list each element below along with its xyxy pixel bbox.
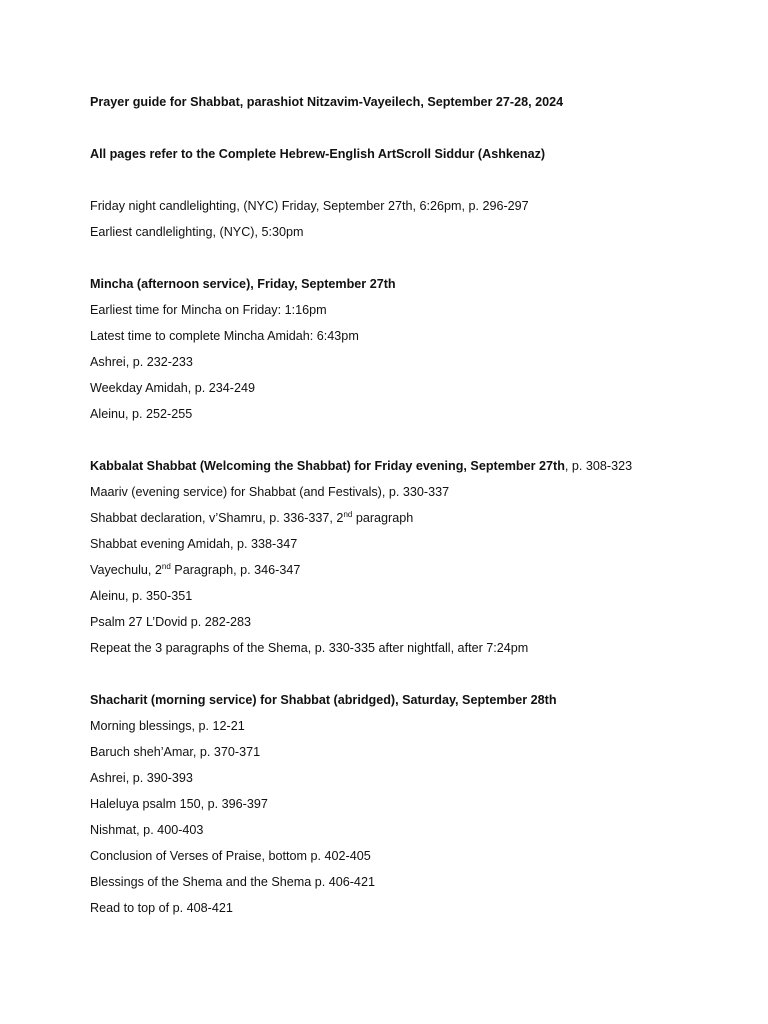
shacharit-heading: Shacharit (morning service) for Shabbat (abridged), Saturday, September 28th	[90, 693, 557, 707]
kabbalat-heading-pages: , p. 308-323	[564, 459, 633, 473]
declaration-text-end: paragraph	[352, 511, 414, 525]
shema-repeat-line: Repeat the 3 paragraphs of the Shema, p. 330-335 after nightfall, after 7:24pm	[90, 641, 529, 655]
shacharit-item: Haleluya psalm 150, p. 396-397	[90, 797, 268, 811]
mincha-heading: Mincha (afternoon service), Friday, September 27th	[90, 277, 396, 291]
shacharit-item: Ashrei, p. 390-393	[90, 771, 193, 785]
shacharit-item: Baruch sheh’Amar, p. 370-371	[90, 745, 261, 759]
kabbalat-heading	[90, 458, 632, 474]
document-title: Prayer guide for Shabbat, parashiot Nitzavim-Vayeilech, September 27-28, 2024	[90, 95, 564, 109]
vayechulu-line	[90, 562, 300, 578]
mincha-item: Latest time to complete Mincha Amidah: 6:43pm	[90, 329, 359, 343]
shacharit-item: Blessings of the Shema and the Shema p. 406-421	[90, 875, 375, 889]
declaration-ordinal: nd	[343, 509, 353, 519]
vayechulu-ordinal: nd	[161, 561, 171, 571]
shacharit-item: Nishmat, p. 400-403	[90, 823, 204, 837]
shacharit-item: Morning blessings, p. 12-21	[90, 719, 245, 733]
psalm-27-line: Psalm 27 L’Dovid p. 282-283	[90, 615, 252, 629]
earliest-candlelighting-line: Earliest candlelighting, (NYC), 5:30pm	[90, 225, 304, 239]
shacharit-item: Read to top of p. 408-421	[90, 901, 233, 915]
evening-amidah-line: Shabbat evening Amidah, p. 338-347	[90, 537, 298, 551]
mincha-item: Earliest time for Mincha on Friday: 1:16pm	[90, 303, 327, 317]
shacharit-item: Conclusion of Verses of Praise, bottom p. 402-405	[90, 849, 371, 863]
vayechulu-text: Vayechulu, 2	[90, 563, 162, 577]
aleinu-evening-line: Aleinu, p. 350-351	[90, 589, 193, 603]
document-subtitle: All pages refer to the Complete Hebrew-English ArtScroll Siddur (Ashkenaz)	[90, 147, 546, 161]
mincha-item: Aleinu, p. 252-255	[90, 407, 193, 421]
vayechulu-text-end: Paragraph, p. 346-347	[170, 563, 301, 577]
kabbalat-heading-bold: Kabbalat Shabbat (Welcoming the Shabbat) for Friday evening, September 27th	[90, 459, 565, 473]
mincha-item: Ashrei, p. 232-233	[90, 355, 193, 369]
mincha-item: Weekday Amidah, p. 234-249	[90, 381, 255, 395]
candlelighting-line: Friday night candlelighting, (NYC) Friday, September 27th, 6:26pm, p. 296-297	[90, 199, 529, 213]
maariv-line: Maariv (evening service) for Shabbat (and Festivals), p. 330-337	[90, 485, 450, 499]
shabbat-declaration-line	[90, 510, 413, 526]
declaration-text: Shabbat declaration, v’Shamru, p. 336-337, 2	[90, 511, 344, 525]
